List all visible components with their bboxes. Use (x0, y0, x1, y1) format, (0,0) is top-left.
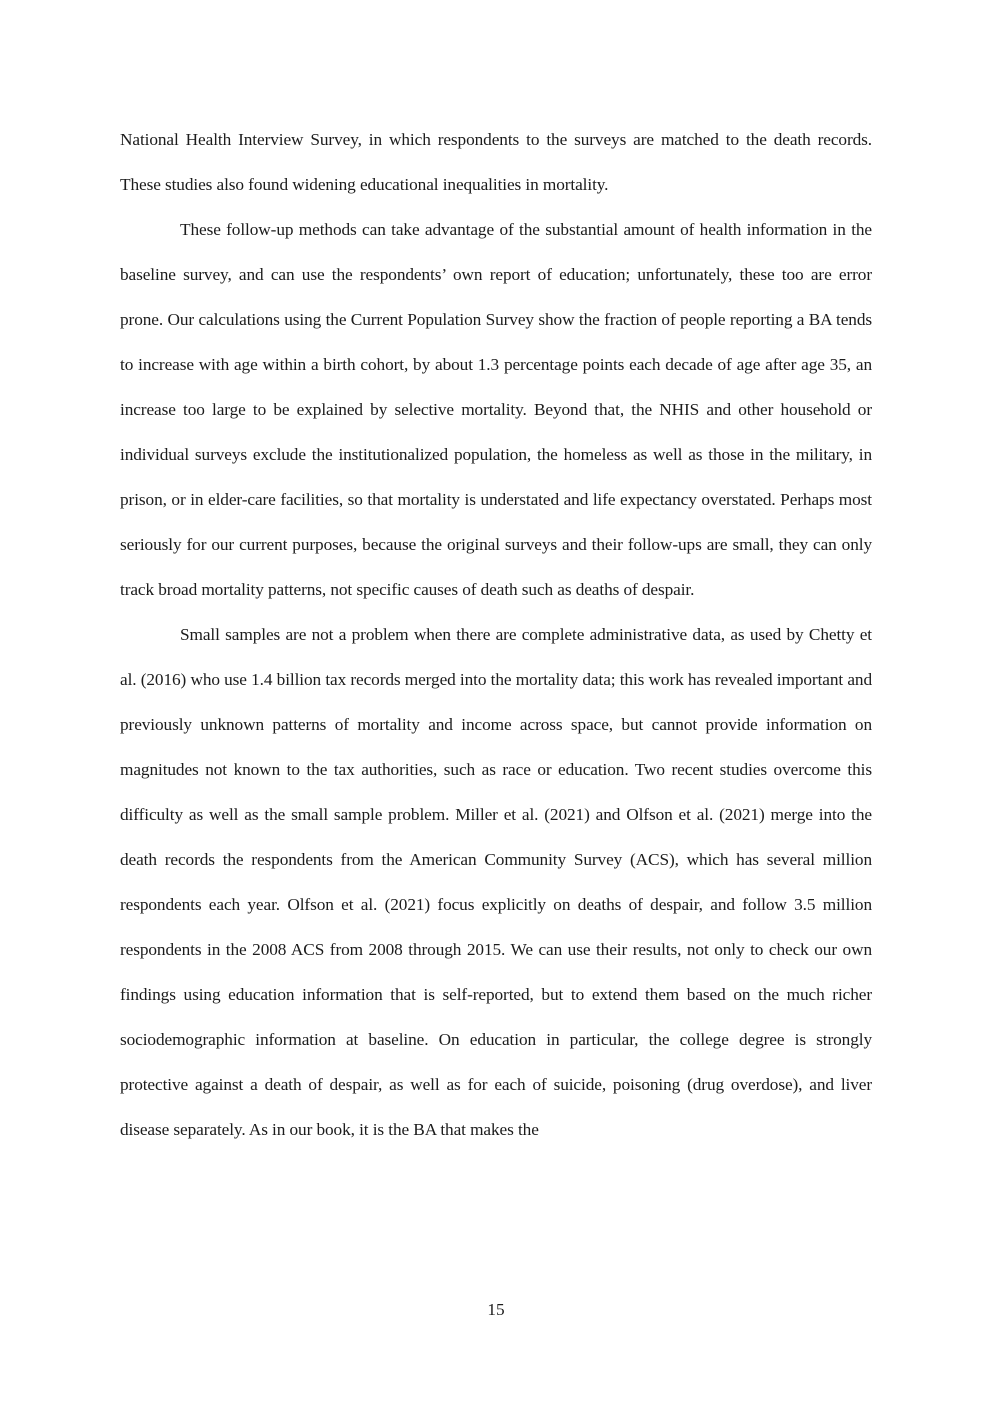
page-number: 15 (487, 1300, 505, 1319)
body-text (120, 117, 872, 1152)
paragraph-follow-up-methods: These follow-up methods can take advantage of the substantial amount of health information in the baseline survey, and can use the respondents’ own report of education; unfortunately, these too are error prone. Our calculations using the Current Population Survey show the fraction of people reporting a BA tends to increase with age within a birth cohort, by about 1.3 percentage points each decade of age after age 35, an increase too large to be explained by selective mortality. Beyond that, the NHIS and other household or individual surveys exclude the institutionalized population, the homeless as well as those in the military, in prison, or in elder-care facilities, so that mortality is understated and life expectancy overstated. Perhaps most seriously for our current purposes, because the original surveys and their follow-ups are small, they can only track broad mortality patterns, not specific causes of death such as deaths of despair. (120, 220, 872, 599)
paragraph-small-samples: Small samples are not a problem when there are complete administrative data, as used by Chetty et al. (2016) who use 1.4 billion tax records merged into the mortality data; this work has revealed important and previously unknown patterns of mortality and income across space, but cannot provide information on magnitudes not known to the tax authorities, such as race or education. Two recent studies overcome this difficulty as well as the small sample problem. Miller et al. (2021) and Olfson et al. (2021) merge into the death records the respondents from the American Community Survey (ACS), which has several million respondents each year. Olfson et al. (2021) focus explicitly on deaths of despair, and follow 3.5 million respondents in the 2008 ACS from 2008 through 2015. We can use their results, not only to check our own findings using education information that is self-reported, but to extend them based on the much richer sociodemographic information at baseline. On education in particular, the college degree is strongly protective against a death of despair, as well as for each of suicide, poisoning (drug overdose), and liver disease separately. As in our book, it is the BA that makes the (120, 625, 872, 1139)
paragraph-continuation: National Health Interview Survey, in which respondents to the surveys are matched to the death records. These studies also found widening educational inequalities in mortality. (120, 130, 872, 194)
